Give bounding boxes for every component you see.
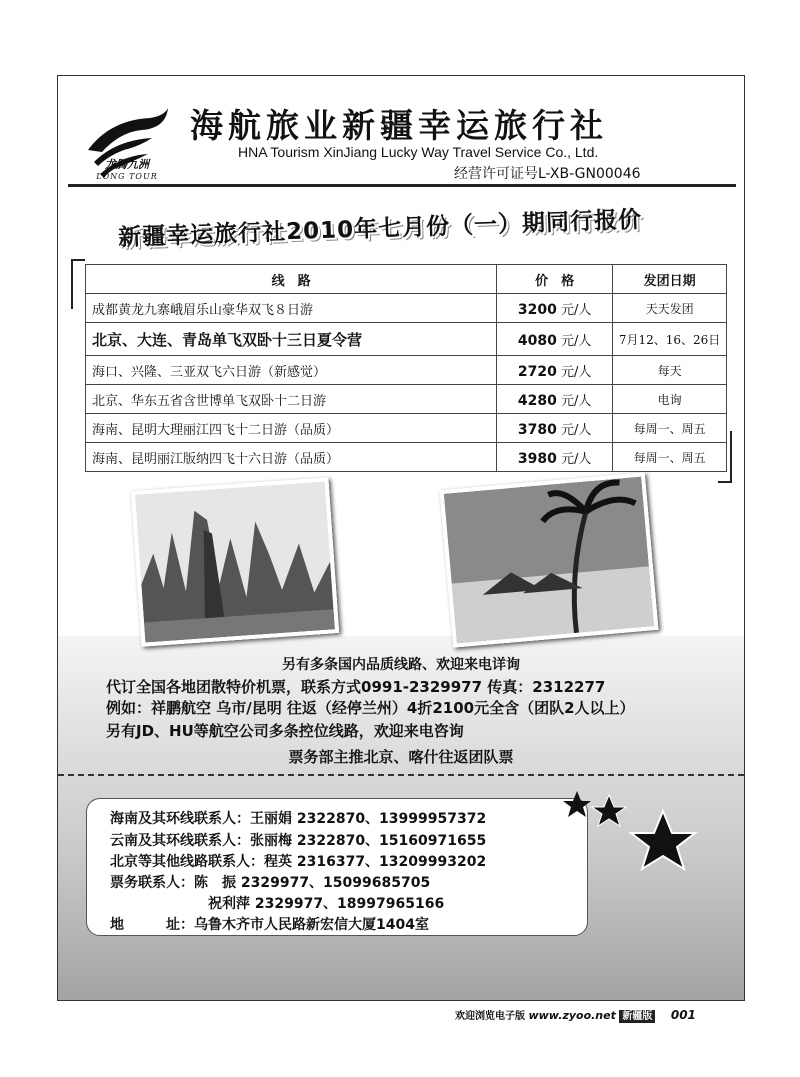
table-row <box>86 356 727 385</box>
price-cell: 2720 元/人 <box>497 356 613 385</box>
date-cell: 每周一、周五 <box>613 414 727 443</box>
license-number: 经营许可证号L-XB-GN00046 <box>454 166 641 182</box>
table-row <box>86 443 727 472</box>
stone-forest-photo <box>131 477 339 646</box>
table-bracket-left <box>71 259 85 309</box>
company-title-en: HNA Tourism XinJiang Lucky Way Travel Service Co., Ltd. <box>238 144 599 160</box>
col-date: 发团日期 <box>613 265 727 294</box>
stars-decoration-icon <box>563 791 703 891</box>
date-cell: 每周一、周五 <box>613 443 727 472</box>
footer-edition: 新疆版 <box>619 1010 655 1023</box>
route-cell: 北京、大连、青岛单飞双卧十三日夏令营 <box>86 323 497 356</box>
table-row <box>86 385 727 414</box>
airline-note: 另有JD、HU等航空公司多条控位线路，欢迎来电咨询 <box>106 722 464 740</box>
table-row <box>86 323 727 356</box>
route-cell: 海南、昆明大理丽江四飞十二日游（品质） <box>86 414 497 443</box>
more-routes-note: 另有多条国内品质线路、欢迎来电详询 <box>282 657 520 673</box>
price-cell: 4280 元/人 <box>497 385 613 414</box>
route-cell: 北京、华东五省含世博单飞双卧十二日游 <box>86 385 497 414</box>
table-row <box>86 414 727 443</box>
price-cell: 3780 元/人 <box>497 414 613 443</box>
table-header-row <box>86 265 727 294</box>
footer-text: 欢迎浏览电子版 <box>455 1011 525 1022</box>
route-cell: 海口、兴隆、三亚双飞六日游（新感觉） <box>86 356 497 385</box>
contact-hainan: 海南及其环线联系人：王丽娟 2322870、13999957372 <box>110 811 487 827</box>
route-cell: 成都黄龙九寨峨眉乐山豪华双飞８日游 <box>86 294 497 323</box>
col-price: 价 格 <box>497 265 613 294</box>
route-cell: 海南、昆明丽江版纳四飞十六日游（品质） <box>86 443 497 472</box>
logo-en: LONG TOUR <box>96 172 158 181</box>
flyer-page <box>57 75 745 1001</box>
logo-name: 龙腾九洲 <box>105 158 149 171</box>
ticket-contact-note: 代订全国各地团散特价机票，联系方式0991-2329977 传真：2312277 <box>106 678 606 696</box>
page-number: 001 <box>670 1008 696 1022</box>
col-route: 线 路 <box>86 265 497 294</box>
date-cell: 电询 <box>613 385 727 414</box>
price-cell: 3200 元/人 <box>497 294 613 323</box>
contact-ticket-2: 祝利萍 2329977、18997965166 <box>208 896 445 912</box>
beach-palm-photo <box>440 472 659 647</box>
contact-address: 地 址：乌鲁木齐市人民路新宏信大厦1404室 <box>110 917 429 933</box>
price-table <box>85 264 727 472</box>
airfare-example: 例如：祥鹏航空 乌市/昆明 往返（经停兰州）4折2100元全含（团队2人以上） <box>106 699 635 717</box>
price-cell: 3980 元/人 <box>497 443 613 472</box>
company-title: 海航旅业新疆幸运旅行社 <box>190 106 608 145</box>
header-divider <box>68 184 736 187</box>
contact-ticket-1: 票务联系人：陈 振 2329977、15099685705 <box>110 875 431 891</box>
footer-url[interactable]: www.zyoo.net <box>528 1009 616 1022</box>
footer <box>455 1007 696 1022</box>
price-cell: 4080 元/人 <box>497 323 613 356</box>
date-cell: 每天 <box>613 356 727 385</box>
contact-beijing: 北京等其他线路联系人：程英 2316377、13209993202 <box>110 854 487 870</box>
date-cell: 天天发团 <box>613 294 727 323</box>
date-cell: 7月12、16、26日 <box>613 323 727 356</box>
contact-yunnan: 云南及其环线联系人：张丽梅 2322870、15160971655 <box>110 833 487 849</box>
ticket-department-note: 票务部主推北京、喀什往返团队票 <box>288 748 514 766</box>
price-headline: 新疆幸运旅行社2010年七月份（一）期同行报价 <box>117 206 643 252</box>
table-row <box>86 294 727 323</box>
dashed-divider <box>58 774 744 776</box>
